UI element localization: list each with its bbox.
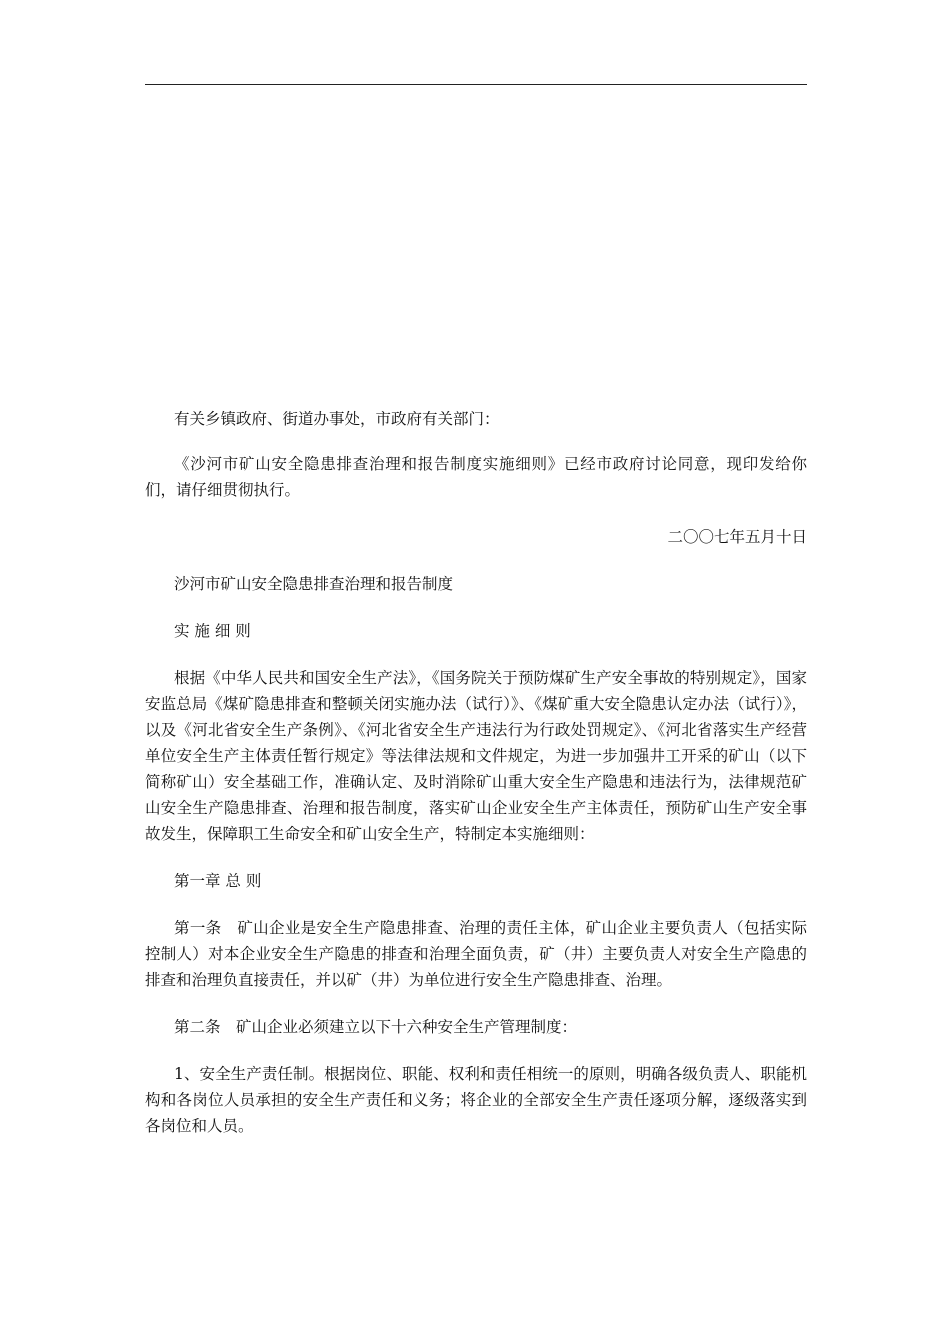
list-item-1: 1、安全生产责任制。根据岗位、职能、权利和责任相统一的原则，明确各级负责人、职能机构和各岗位人员承担的安全生产责任和义务；将企业的全部安全生产责任逐项分解，逐级落实到各岗位和人员。 xyxy=(145,1065,807,1135)
salutation: 有关乡镇政府、街道办事处，市政府有关部门： xyxy=(174,410,500,428)
article-2: 第二条 矿山企业必须建立以下十六种安全生产管理制度： xyxy=(174,1018,578,1036)
document-body xyxy=(145,406,807,1139)
document-page xyxy=(145,0,807,1344)
preamble-paragraph: 根据《中华人民共和国安全生产法》，《国务院关于预防煤矿生产安全事故的特别规定》，国家安监总局《煤矿隐患排查和整顿关闭实施办法（试行）》、《煤矿重大安全隐患认定办法（试行）》，以及《河北省安全生产条例》、《河北省安全生产违法行为行政处罚规定》、《河北省落实生产经营单位安全生产主体责任暂行规定》等法律法规和文件规定，为进一步加强井工开采的矿山（以下简称矿山）安全基础工作，准确认定、及时消除矿山重大安全生产隐患和违法行为，法律规范矿山安全生产隐患排查、治理和报告制度，落实矿山企业安全生产主体责任，预防矿山生产安全事故发生，保障职工生命安全和矿山安全生产，特制定本实施细则： xyxy=(145,669,807,843)
header-rule xyxy=(145,84,807,85)
document-title: 沙河市矿山安全隐患排查治理和报告制度 xyxy=(174,575,454,593)
issue-date: 二〇〇七年五月十日 xyxy=(667,528,807,546)
chapter-heading: 第一章 总 则 xyxy=(174,872,262,890)
notice-paragraph: 《沙河市矿山安全隐患排查治理和报告制度实施细则》已经市政府讨论同意，现印发给你们，请仔细贯彻执行。 xyxy=(145,455,807,499)
article-1: 第一条 矿山企业是安全生产隐患排查、治理的责任主体，矿山企业主要负责人（包括实际控制人）对本企业安全生产隐患的排查和治理全面负责，矿（井）主要负责人对安全生产隐患的排查和治理负直接责任，并以矿（井）为单位进行安全生产隐患排查、治理。 xyxy=(145,919,807,989)
document-subtitle: 实 施 细 则 xyxy=(174,622,251,640)
